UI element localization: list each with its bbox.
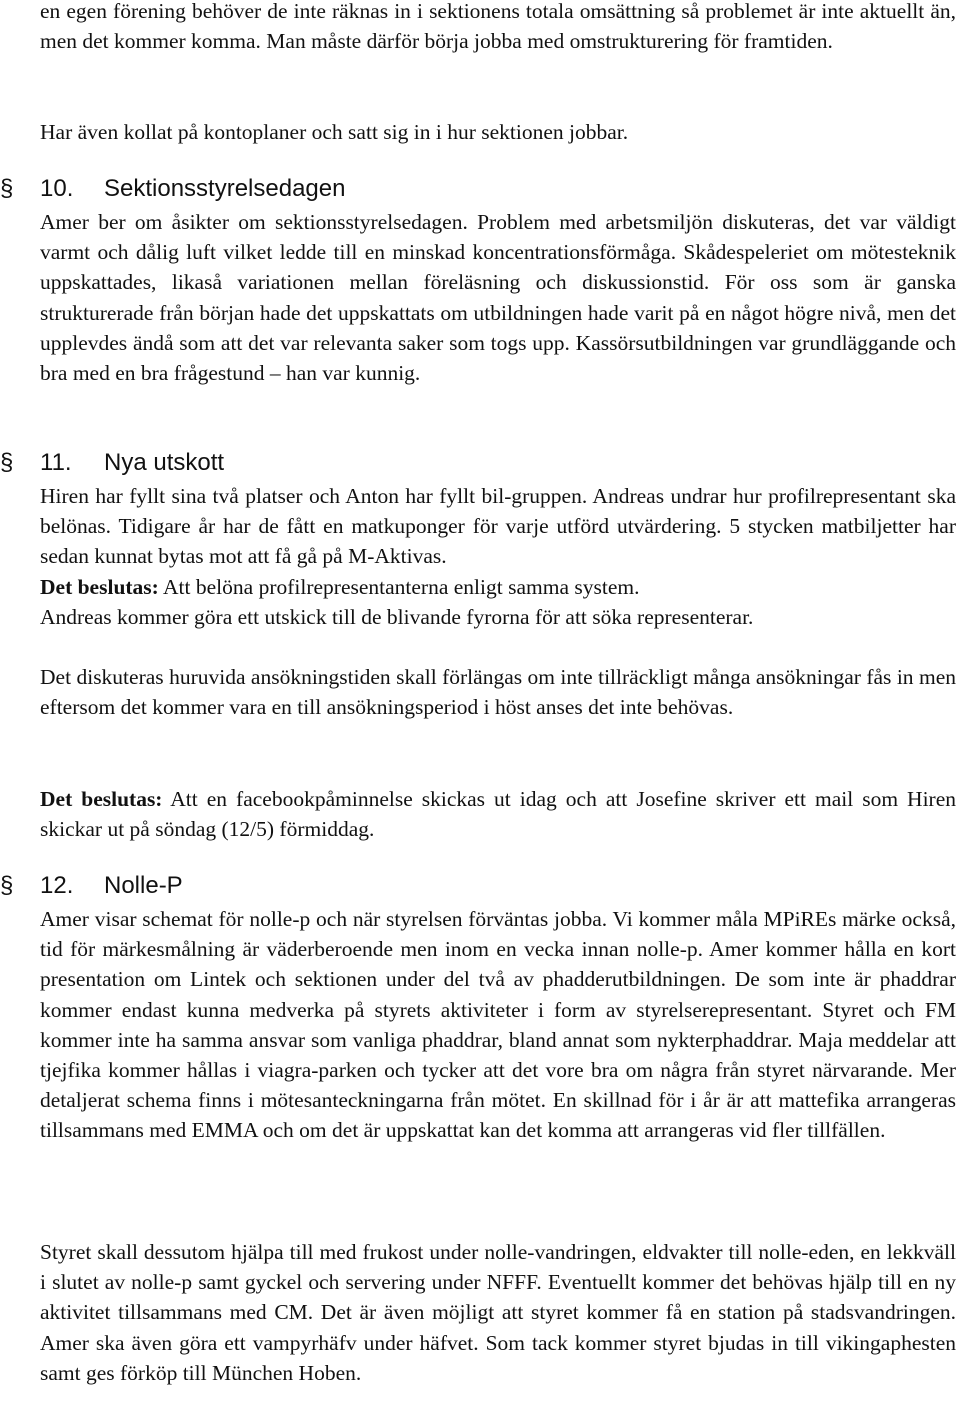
section-heading-11 — [0, 447, 960, 479]
section-heading-12 — [0, 870, 960, 902]
section-11-paragraph — [40, 481, 956, 602]
intro-paragraph: en egen förening behöver de inte räknas in i sektionens totala omsättning så problemet är inte aktuellt än, men det kommer komma. Man måste därför börja jobba med omstrukturering för framtiden. — [40, 0, 956, 54]
decision-label: Det beslutas: — [40, 787, 163, 811]
intro-paragraph-2: Har även kollat på kontoplaner och satt sig in i hur sektionen jobbar. — [40, 120, 629, 144]
section-title: Nya utskott — [104, 449, 225, 476]
section-sign-icon: § — [0, 449, 14, 476]
section-11-decision — [40, 784, 956, 844]
section-title: Nolle-P — [104, 872, 183, 899]
section-heading-10 — [0, 173, 960, 205]
section-number: 10. — [40, 175, 74, 202]
section-10-paragraph: Amer ber om åsikter om sektionsstyrelsedagen. Problem med arbetsmiljön diskuteras, det var väldigt varmt och dålig luft vilket ledde till en minskad koncentrationsförmåga. Skådespeleriet om mötesteknik uppskattades, likaså variationen mellan föreläsning och diskussionstid. För oss som är ganska strukturerade från början hade det uppskattats om utbildningen hade varit på en något högre nivå, men det upplevdes ändå som att det var relevanta saker som togs upp. Kassörsutbildningen var grundläggande och bra med en bra frågestund – han var kunnig. — [40, 210, 956, 386]
decision-text: Att belöna profilrepresentanterna enligt samma system. — [158, 574, 640, 599]
section-title: Sektionsstyrelsedagen — [104, 175, 346, 202]
decision-label: Det beslutas: — [40, 574, 159, 599]
section-number: 11. — [40, 449, 72, 476]
paragraph-text: Hiren har fyllt sina två platser och Anton har fyllt bil-gruppen. Andreas undrar hur profilrepresentant ska belönas. Tidigare år har de fått en matkuponger för varje utförd utvärdering. 5 stycken matbiljetter har sedan kunnat bytas mot att få gå på M-Aktivas. — [40, 484, 956, 569]
decision-text: Att en facebookpåminnelse skickas ut idag och att Josefine skriver ett mail som Hiren skickar ut på söndag (12/5) förmiddag. — [40, 787, 956, 842]
section-11-paragraph-3: Det diskuteras huruvida ansökningstiden skall förlängas om inte tillräckligt många ansökningar fås in men eftersom det kommer vara en till ansökningsperiod i höst anses det inte behövas. — [40, 665, 956, 720]
section-number: 12. — [40, 872, 74, 899]
section-sign-icon: § — [0, 175, 14, 202]
section-12-paragraph: Amer visar schemat för nolle-p och när styrelsen förväntas jobba. Vi kommer måla MPiREs märke också, tid för märkesmålning är väderberoende men inom en vecka innan nolle-p. Amer kommer hålla en kort presentation om Lintek och sektionen under del två av phadderutbildningen. De som inte är phaddrar kommer endast kunna medverka på styrets aktiviteter i form av styrelserepresentant. Styret och FM kommer inte ha samma ansvar som vanliga phaddrar, bland annat som nykterphaddrar. Maja meddelar att tjejfika kommer hållas i viagra-parken och tycker att det vore bra om några från styret närvarande. Mer detaljerat schema finns i mötesanteckningarna från mötet. En skillnad för i år är att mattefika arrangeras tillsammans med EMMA och om det är uppskattat kan det komma att arrangeras vid fler tillfällen. — [40, 907, 956, 1143]
section-sign-icon: § — [0, 872, 14, 899]
section-12-paragraph-2: Styret skall dessutom hjälpa till med frukost under nolle-vandringen, eldvakter till nolle-eden, en lekkväll i slutet av nolle-p samt gyckel och servering under NFFF. Eventuellt kommer det behövas hjälp till en ny aktivitet tillsammans med CM. Det är även möjligt att styret kommer få en station på stadsvandringen. Amer ska även göra ett vampyrhäfv under häfvet. Som tack kommer styret bjudas in till vikingaphesten samt ges förköp till München Hoben. — [40, 1240, 956, 1385]
section-11-paragraph-2: Andreas kommer göra ett utskick till de blivande fyrorna för att söka representerar. — [40, 605, 754, 629]
